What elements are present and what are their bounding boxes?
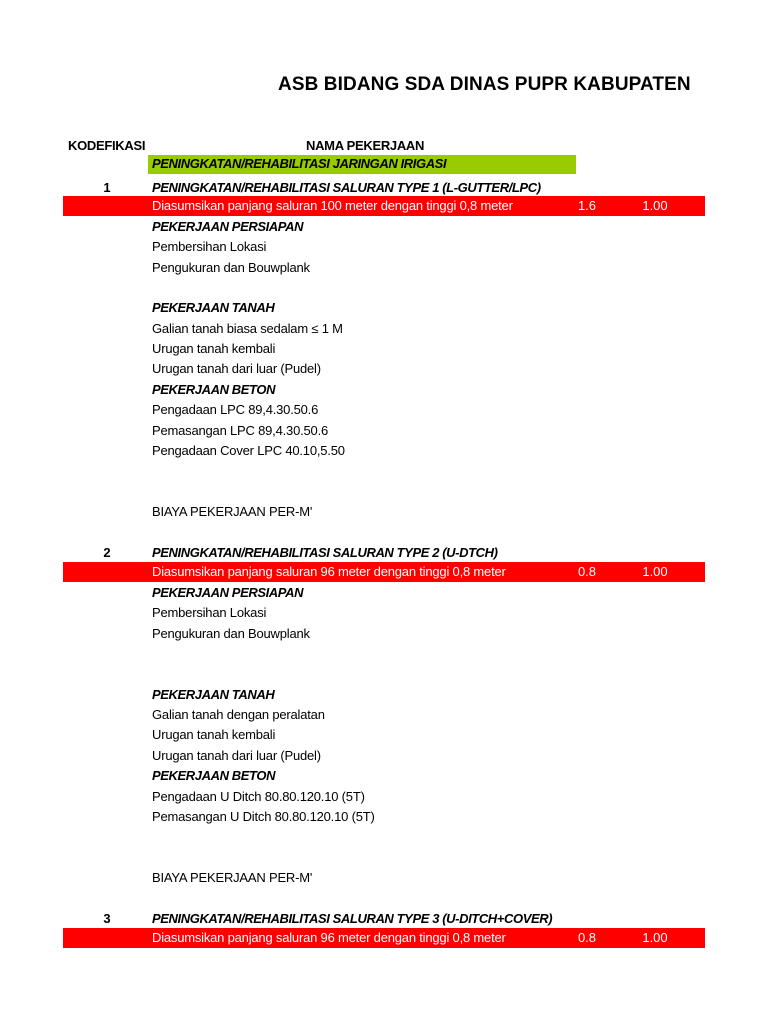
task-item: Urugan tanah dari luar (Pudel) (152, 748, 321, 763)
item-code: 2 (103, 545, 111, 560)
task-item: Galian tanah dengan peralatan (152, 707, 325, 722)
section-heading: PEKERJAAN PERSIAPAN (152, 585, 304, 600)
task-item: Urugan tanah dari luar (Pudel) (152, 361, 321, 376)
item-code: 3 (103, 911, 111, 926)
task-item: Galian tanah biasa sedalam ≤ 1 M (152, 321, 343, 336)
assumption-row (63, 928, 705, 948)
assumption-value-2: 1.00 (642, 930, 668, 945)
cost-label: BIAYA PEKERJAAN PER-M' (152, 504, 313, 519)
task-item: Urugan tanah kembali (152, 341, 276, 356)
task-item: Pembersihan Lokasi (152, 605, 267, 620)
assumption-row (63, 196, 705, 216)
assumption-text: Diasumsikan panjang saluran 96 meter dengan tinggi 0,8 meter (152, 564, 506, 579)
task-item: Pengukuran dan Bouwplank (152, 626, 310, 641)
section-heading: PEKERJAAN BETON (152, 382, 276, 397)
column-header-nama-pekerjaan: NAMA PEKERJAAN (306, 138, 425, 153)
task-item: Pemasangan U Ditch 80.80.120.10 (5T) (152, 809, 375, 824)
item-title: PENINGKATAN/REHABILITASI SALURAN TYPE 1 (L-GUTTER/LPC) (152, 180, 541, 195)
task-item: Pemasangan LPC 89,4.30.50.6 (152, 423, 329, 438)
assumption-value-2: 1.00 (642, 198, 668, 213)
assumption-text: Diasumsikan panjang saluran 100 meter dengan tinggi 0,8 meter (152, 198, 513, 213)
column-header-kodefikasi: KODEFIKASI (68, 138, 146, 153)
section-heading: PEKERJAAN TANAH (152, 687, 275, 702)
section-heading: PEKERJAAN BETON (152, 768, 276, 783)
item-title: PENINGKATAN/REHABILITASI SALURAN TYPE 2 (U-DTCH) (152, 545, 498, 560)
task-item: Pengadaan Cover LPC 40.10,5.50 (152, 443, 345, 458)
task-item: Urugan tanah kembali (152, 727, 276, 742)
task-item: Pembersihan Lokasi (152, 239, 267, 254)
assumption-value-1: 1.6 (577, 198, 597, 213)
assumption-value-1: 0.8 (577, 930, 597, 945)
item-code: 1 (103, 180, 111, 195)
task-item: Pengukuran dan Bouwplank (152, 260, 310, 275)
task-item: Pengadaan LPC 89,4.30.50.6 (152, 402, 319, 417)
assumption-value-2: 1.00 (642, 564, 668, 579)
assumption-row (63, 562, 705, 582)
task-item: Pengadaan U Ditch 80.80.120.10 (5T) (152, 789, 365, 804)
section-heading: PEKERJAAN TANAH (152, 300, 275, 315)
category-bar (148, 155, 576, 174)
category-title: PENINGKATAN/REHABILITASI JARINGAN IRIGASI (152, 156, 447, 171)
cost-label: BIAYA PEKERJAAN PER-M' (152, 870, 313, 885)
section-heading: PEKERJAAN PERSIAPAN (152, 219, 304, 234)
assumption-text: Diasumsikan panjang saluran 96 meter dengan tinggi 0,8 meter (152, 930, 506, 945)
assumption-value-1: 0.8 (577, 564, 597, 579)
page-title: ASB BIDANG SDA DINAS PUPR KABUPATEN (278, 74, 691, 95)
item-title: PENINGKATAN/REHABILITASI SALURAN TYPE 3 (U-DITCH+COVER) (152, 911, 553, 926)
